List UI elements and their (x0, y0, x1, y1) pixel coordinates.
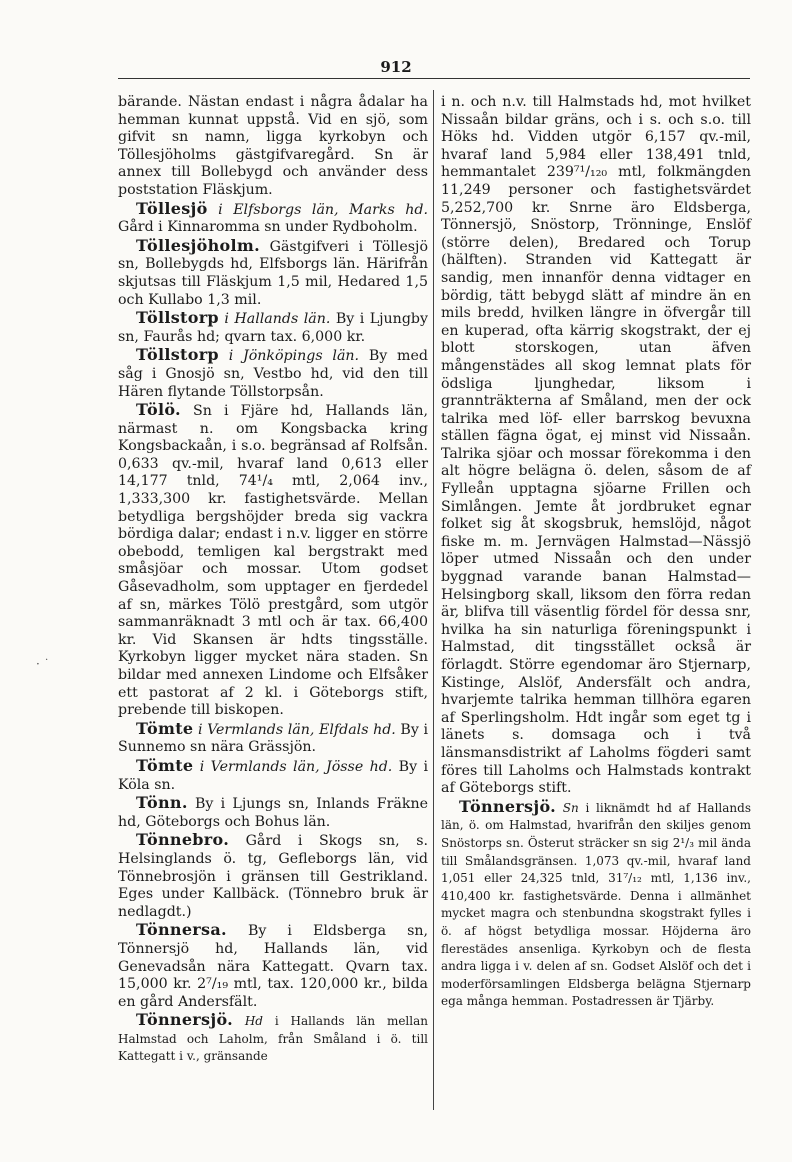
entry-location: i Vermlands län, Jösse hd. (199, 758, 393, 775)
entry-text: i n. och n.v. till Halmstads hd, mot hvilket Nissaån bildar gräns, och i s. och s.o. till Höks hd. Vidden utgör 6,157 qv.-mil, hvaraf land 5,984 eller 138,491 tnld, hemmantalet 239⁷¹/₁₂₀ mtl, folkmängden 11,249 personer och fastighetsvärdet 5,252,700 kr. Snrne äro Eldsberga, Tönnersjö, Snöstorp, Trönninge, Enslöf (större delen), Bredared och Torup (hälften). Stranden vid Kattegatt är sandig, men innanför denna vidtager en bördig, tätt bebygd slätt af mindre än en mils bredd, hvilken längre in öfvergår till en kuperad, ofta kärrig skogstrakt, der ej blott storskogen, utan äfven mångenstädes all skog lemnat plats för ödsliga ljunghedar, liksom i grannträkterna af Småland, men der ock talrika med löf- eller barrskog bevuxna ställen fägna ögat, ej minst vid Nissaån. Talrika sjöar och mossar förekomma i den alt högre belägna ö. delen, såsom de af Fylleån upptagna sjöarne Frillen och Simlången. Jemte åt jordbruket egnar folket sig åt skogsbruk, hemslöjd, något fiske m. m. Jernvägen Halmstad—Nässjö löper utmed Nissaån och den under byggnad varande banan Halmstad—Helsingborg skall, liksom den förra redan är, blifva till väsentlig fördel för dessa snr, hvilka ha sin naturliga föreningspunkt i Halmstad, dit tingsstället också är förlagdt. Större egendomar äro Stjernarp, Kistinge, Alslöf, Andersfält och andra, hvarjemte talrika hemman tillhöra egaren af Sperlingsholm. Hdt ingår som eget tg i länets s. domsaga och i två länsmansdistrikt af Laholms fögderi samt föres till Laholms och Halmstads kontrakt af Göteborgs stift. (441, 94, 751, 797)
entry-text: bärande. Nästan endast i några ådalar ha hemman kunnat uppstå. Vid en sjö, som gifvit sn namn, ligga kyrkobyn och Töllesjöholms gästgifvaregård. Sn är annex till Bollebygd och använder dess poststation Fläskjum. (118, 94, 428, 198)
entry (118, 401, 428, 720)
entry-text: By i Sunnemo sn nära Grässjön. (118, 721, 428, 756)
entry-location: Hd (244, 1014, 263, 1029)
page-number: 912 (380, 58, 412, 76)
entry-headword: Töllstorp (136, 345, 219, 365)
entry (118, 1011, 428, 1066)
entry (118, 794, 428, 831)
entry (118, 309, 428, 346)
entry-headword: Tömte (136, 718, 194, 738)
entry (118, 921, 428, 1011)
entry (118, 237, 428, 309)
entry-headword: Tölö. (136, 400, 181, 420)
entry-text: Gästgifveri i Töllesjö sn, Bollebygds hd, Elfsborgs län. Härifrån skjutsas till Fläskjum 1,5 mil, Hedared 1,5 och Kullabo 1,3 mil. (118, 238, 428, 308)
entry-text: By i Ljungby sn, Faurås hd; qvarn tax. 6,000 kr. (118, 311, 428, 345)
entry-headword: Tönn. (136, 793, 188, 813)
entry-text: i Hallands län mellan Halmstad och Laholm, från Småland i ö. till Kattegatt i v., gränsande (118, 1014, 428, 1064)
entry (118, 200, 428, 237)
entry-headword: Tönnebro. (136, 830, 230, 850)
entry-headword: Töllesjöholm. (136, 235, 260, 255)
entry (118, 757, 428, 794)
entry (118, 831, 428, 921)
entry-text: i liknämdt hd af Hallands län, ö. om Halmstad, hvarifrån den skiljes genom Snöstorps sn. Österut sträcker sn sig 2¹/₃ mil ända till Smålandsgränsen. 1,073 qv.-mil, hvaraf land 1,051 eller 24,325 tnld, 31⁷/₁₂ mtl, 1,136 inv., 410,400 kr. fastighetsvärde. Denna i allmänhet mycket magra och stenbundna skogstrakt fylles i ö. af högst betydliga mossar. Höjderna äro flerestädes ansenliga. Kyrkobyn och de flesta andra ligga i v. delen af sn. Godset Alslöf och det i moderförsamlingen Eldsberga belägna Stjernarp ega många hemman. Postadressen är Tjärby. (441, 800, 751, 1009)
entry-text: By med såg i Gnosjö sn, Vestbo hd, vid den till Hären flytande Töllstorpsån. (118, 348, 428, 400)
left-column (118, 94, 428, 1066)
entry-headword: Tönnersjö. (136, 1010, 233, 1030)
entry-location: i Hallands län. (224, 311, 331, 328)
column-divider (433, 90, 434, 1110)
entry-location: i Jönköpings län. (228, 348, 360, 365)
top-rule (118, 78, 750, 79)
entry-text: Sn i Fjäre hd, Hallands län, närmast n. om Kongsbacka kring Kongsbackaån, i s.o. begränsad af Rolfsån. 0,633 qv.-mil, hvaraf land 0,613 eller 14,177 tnld, 74¹/₄ mtl, 2,064 inv., 1,333,300 kr. fastighetsvärde. Mellan betydliga bergshöjder breda sig vackra bördiga dalar; endast i n.v. ligger en större obebodd, temligen kal bergstrakt med småsjöar och mossar. Utom godset Gåsevadholm, som upptager en fjerdedel af sn, märkes Tölö prestgård, som utgör sammanräknadt 3 mtl och är tax. 66,400 kr. Vid Skansen är hdts tingsställe. Kyrkobyn ligger mycket nära staden. Sn bildar med annexen Lindome och Elfsåker ett pastorat af 2 kl. i Göteborgs stift, prebende till biskopen. (118, 403, 429, 719)
entry-text: By i Eldsberga sn, Tönnersjö hd, Hallands län, vid Genevadsån nära Kattegatt. Qvarn tax. 15,000 kr. 2⁷/₁₉ mtl, tax. 120,000 kr., bilda en gård Andersfält. (118, 923, 429, 1010)
entry-text: Gård i Skogs sn, s. Helsinglands ö. tg, Gefleborgs län, vid Tönnebrosjön i gränsen till Gestrikland. Eges under Kallbäck. (Tönnebro bruk är nedlagdt.) (118, 833, 429, 920)
entry-location: Sn (562, 800, 579, 815)
entry-headword: Tönnersjö. (459, 796, 556, 816)
entry-text: By i Ljungs sn, Inlands Fräkne hd, Göteborgs och Bohus län. (118, 796, 428, 830)
entry-headword: Tönnersa. (136, 920, 227, 940)
entry-text: Gård i Kinnaromma sn under Rydboholm. (118, 219, 418, 236)
right-column (441, 94, 751, 1011)
entry-location: i Elfsborgs län, Marks hd. (218, 201, 429, 218)
entry (118, 720, 428, 757)
entry-headword: Tömte (136, 755, 194, 775)
entry-headword: Töllstorp (136, 308, 219, 328)
entry (441, 798, 751, 1011)
entry-text: By i Köla sn. (118, 758, 428, 793)
entry-location: i Vermlands län, Elfdals hd. (197, 721, 396, 738)
entry-headword: Töllesjö (136, 198, 208, 218)
margin-mark: · ˙ (36, 657, 50, 671)
entry (118, 346, 428, 401)
